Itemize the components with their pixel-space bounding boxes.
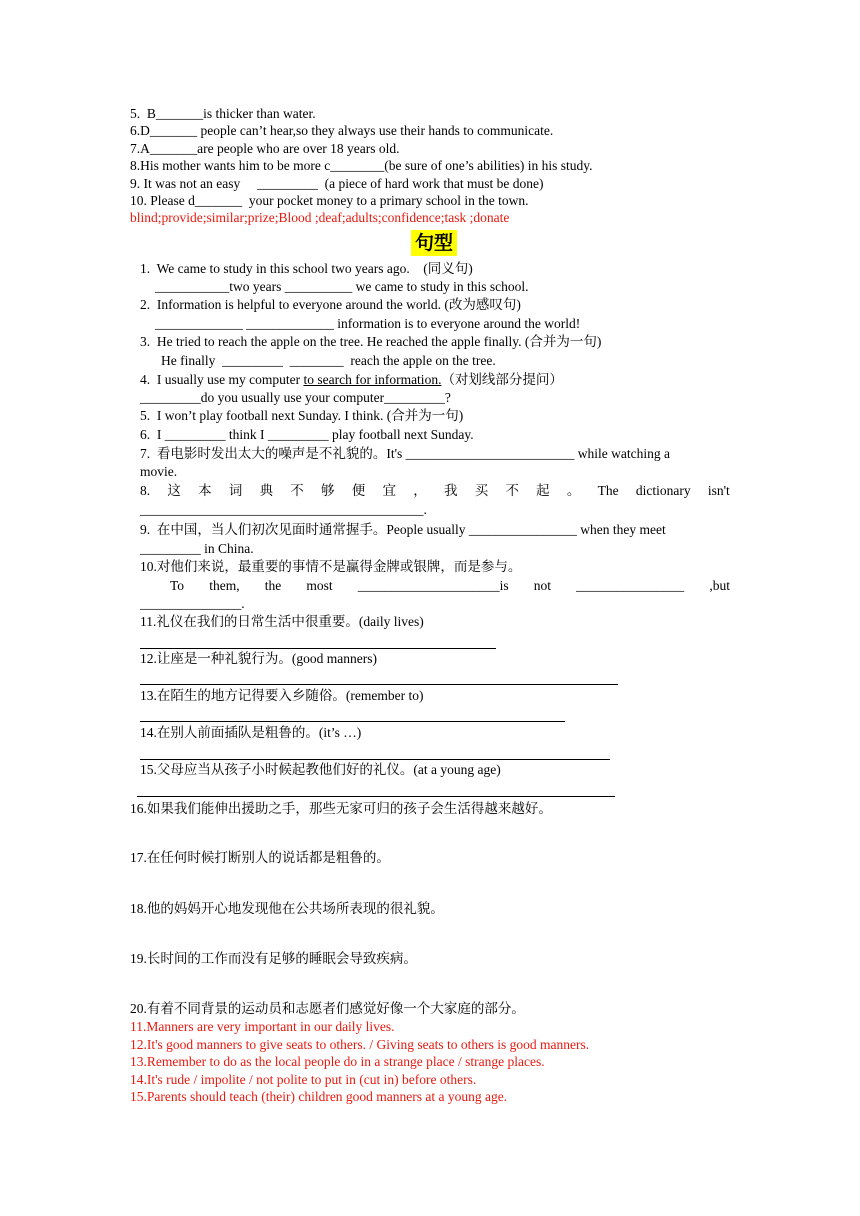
s10-word: them, <box>209 578 240 593</box>
s8-word: isn't <box>707 483 730 498</box>
s10-word: ________________ <box>576 578 685 593</box>
sentence-9-blank: _________ in China. <box>140 541 254 556</box>
s10-word: _____________________is <box>357 578 509 593</box>
sentence-4-post: （对划线部分提问） <box>441 372 563 387</box>
answer-11: 11.Manners are very important in our daily lives. <box>130 1019 395 1034</box>
s8-word: 买 <box>474 483 489 498</box>
sentence-7-cont: movie. <box>140 464 178 479</box>
s8-word: 词 <box>228 483 243 498</box>
s10-word: the <box>264 578 282 593</box>
sentence-3-blank: He finally _________ ________ reach the apple on the tree. <box>161 353 496 368</box>
s8-word: 本 <box>198 483 212 498</box>
sentence-20-prompt: 20.有着不同背景的运动员和志愿者们感觉好像一个大家庭的部分。 <box>130 1001 525 1016</box>
answer-line-12 <box>140 684 618 685</box>
s8-word: 8. <box>140 483 151 498</box>
s8-word: 我 <box>443 483 458 498</box>
s8-word: 宜 <box>382 483 396 498</box>
sentence-8-prompt <box>140 483 730 499</box>
s8-word: 典 <box>259 483 274 498</box>
sentence-9-prompt: 9. 在中国，当人们初次见面时通常握手。People usually ________________ when they meet <box>140 522 666 537</box>
vocab-q9: 9. It was not an easy _________ (a piece of hard work that must be done) <box>130 176 544 191</box>
sentence-13-prompt: 13.在陌生的地方记得要入乡随俗。(remember to) <box>140 688 424 703</box>
sentence-7-prompt: 7. 看电影时发出太大的噪声是不礼貌的。It's _________________________ while watching a <box>140 446 671 461</box>
section-title: 句型 <box>411 230 457 256</box>
sentence-4-prompt <box>140 372 563 388</box>
sentence-2-blank: _____________ _____________ information is to everyone around the world! <box>155 316 581 331</box>
sentence-16-prompt: 16.如果我们能伸出援助之手，那些无家可归的孩子会生活得越来越好。 <box>130 801 552 816</box>
answer-line-14 <box>140 759 610 760</box>
s8-word: 不 <box>290 483 304 498</box>
answer-12: 12.It's good manners to give seats to others. / Giving seats to others is good manners. <box>130 1037 590 1052</box>
s10-word: not <box>533 578 552 593</box>
s8-word: 不 <box>505 483 519 498</box>
sentence-4-pre: 4. I usually use my computer <box>140 372 304 387</box>
sentence-4-underlined: to search for information. <box>303 372 442 387</box>
vocab-q6: 6.D_______ people can’t hear,so they always use their hands to communicate. <box>130 123 554 138</box>
sentence-10-prompt: 10.对他们来说，最重要的事情不是赢得金牌或银牌，而是参与。 <box>140 559 522 574</box>
answer-13: 13.Remember to do as the local people do in a strange place / strange places. <box>130 1054 545 1069</box>
sentence-11-prompt: 11.礼仪在我们的日常生活中很重要。(daily lives) <box>140 614 424 629</box>
answer-line-11 <box>140 648 496 649</box>
sentence-4-blank: _________do you usually use your computer_________? <box>140 390 451 405</box>
sentence-1-blank: ___________two years __________ we came to study in this school. <box>155 279 529 294</box>
answer-line-13 <box>140 721 565 722</box>
vocab-q5: 5. B_______is thicker than water. <box>130 106 316 121</box>
s10-word: To <box>170 578 185 593</box>
sentence-15-prompt: 15.父母应当从孩子小时候起教他们好的礼仪。(at a young age) <box>140 762 501 777</box>
answer-15: 15.Parents should teach (their) children good manners at a young age. <box>130 1089 508 1104</box>
sentence-12-prompt: 12.让座是一种礼貌行为。(good manners) <box>140 651 377 666</box>
s10-word: ,but <box>709 578 730 593</box>
s8-word: 起 <box>536 483 550 498</box>
sentence-3-prompt: 3. He tried to reach the apple on the tree. He reached the apple finally. (合并为一句) <box>140 334 602 349</box>
sentence-17-prompt: 17.在任何时候打断别人的说话都是粗鲁的。 <box>130 850 390 865</box>
vocab-q10: 10. Please d_______ your pocket money to a primary school in the town. <box>130 193 529 208</box>
sentence-14-prompt: 14.在别人前面插队是粗鲁的。(it’s …) <box>140 725 362 740</box>
sentence-1-prompt: 1. We came to study in this school two years ago. (同义句) <box>140 261 473 276</box>
sentence-10-blank-end: _______________. <box>140 596 245 611</box>
s8-word: ， <box>413 483 427 498</box>
sentence-19-prompt: 19.长时间的工作而没有足够的睡眠会导致疾病。 <box>130 951 417 966</box>
word-bank: blind;provide;similar;prize;Blood ;deaf;adults;confidence;task ;donate <box>130 210 510 225</box>
answer-14: 14.It's rude / impolite / not polite to put in (cut in) before others. <box>130 1072 477 1087</box>
sentence-18-prompt: 18.他的妈妈开心地发现他在公共场所表现的很礼貌。 <box>130 901 444 916</box>
s8-word: The <box>597 483 619 498</box>
sentence-10-blank <box>170 578 730 594</box>
vocab-q7: 7.A_______are people who are over 18 years old. <box>130 141 400 156</box>
sentence-2-prompt: 2. Information is helpful to everyone around the world. (改为感叹句) <box>140 297 521 312</box>
sentence-5-prompt: 5. I won’t play football next Sunday. I think. (合并为一句) <box>140 408 464 423</box>
s10-word: most <box>306 578 333 593</box>
vocab-q8: 8.His mother wants him to be more c________(be sure of one’s abilities) in his study. <box>130 158 593 173</box>
s8-word: 这 <box>167 483 181 498</box>
sentence-8-blank: __________________________________________. <box>140 502 427 517</box>
s8-word: 便 <box>351 483 366 498</box>
s8-word: 够 <box>321 483 335 498</box>
s8-word: dictionary <box>635 483 691 498</box>
s8-word: 。 <box>566 483 581 498</box>
answer-line-15 <box>137 796 615 797</box>
sentence-6-blank: 6. I _________ think I _________ play football next Sunday. <box>140 427 474 442</box>
